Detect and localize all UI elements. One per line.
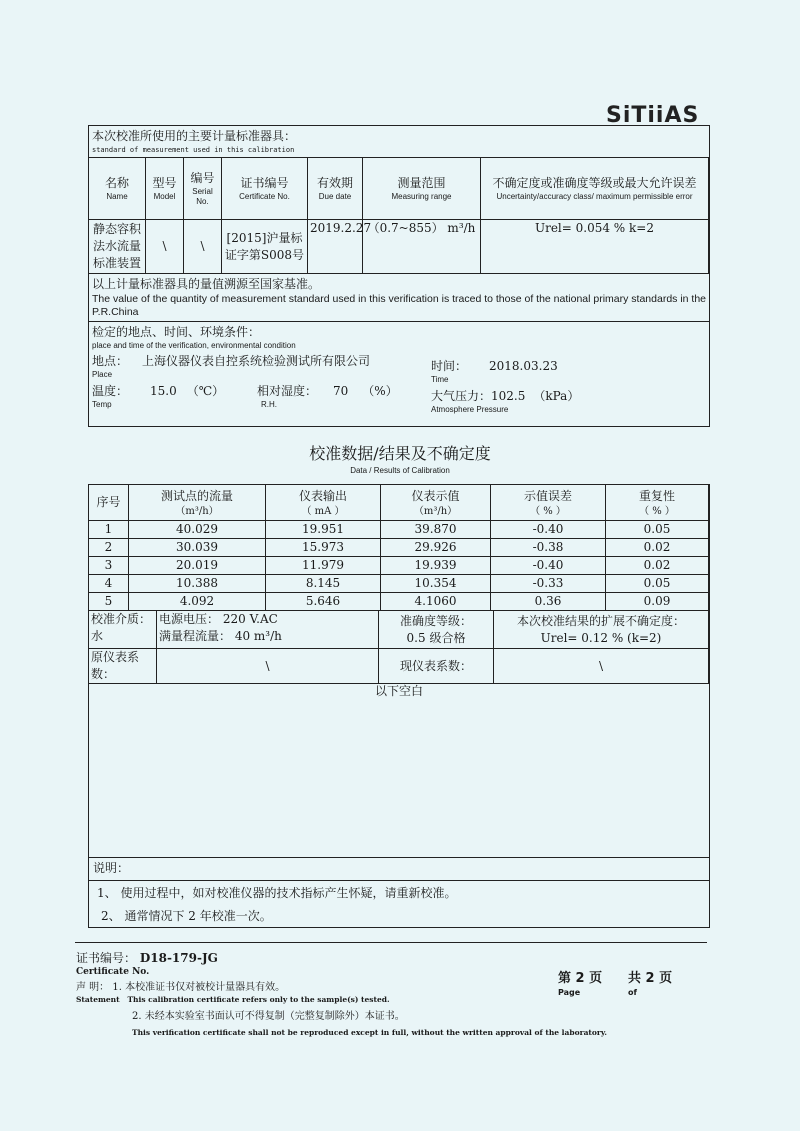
traceability-en: The value of the quantity of measurement standard used in this verification is traced to those of the national primary standards in the P.R.China [92, 293, 707, 318]
conditions-heading: 检定的地点、时间、环境条件： [92, 325, 261, 339]
table-cell: 8.145 [266, 575, 381, 593]
rh-value: 70 [333, 384, 349, 398]
std-col-header [222, 158, 308, 220]
std-col-header [308, 158, 363, 220]
table-cell: 11.979 [266, 557, 381, 575]
table-cell: 15.973 [266, 539, 381, 557]
std-name: 静态容积法水流量标准装置 [89, 220, 146, 274]
results-title-en: Data / Results of Calibration [350, 466, 450, 475]
rh-en: R.H. [261, 400, 277, 409]
table-cell: 4.092 [129, 593, 266, 611]
place-label: 地点： [92, 354, 129, 368]
table-cell: 10.354 [381, 575, 491, 593]
table-cell: 4 [89, 575, 129, 593]
std-col-header [481, 158, 709, 220]
header-cn: 重复性 [638, 488, 675, 503]
cert-en: Certificate No. [76, 967, 150, 977]
traceability [89, 274, 709, 322]
results-section [88, 484, 710, 928]
place-value: 上海仪器仪表自控系统检验测试所有限公司 [142, 354, 371, 368]
note-item: 2、 通常情况下 2 年校准一次。 [101, 909, 272, 923]
notes-heading: 说明： [93, 861, 130, 875]
standards-heading-en: standard of measurement used in this calibration [92, 146, 295, 154]
page-number [558, 970, 602, 998]
header-cn: 测试点的流量 [160, 488, 233, 503]
time-value: 2018.03.23 [489, 359, 558, 373]
conditions [89, 322, 709, 426]
table-cell: 2 [89, 539, 129, 557]
temp-value: 15.0 [150, 384, 177, 398]
table-cell: -0.33 [491, 575, 606, 593]
table-row [89, 557, 709, 575]
table-cell: 19.939 [381, 557, 491, 575]
header-unit: （ % ） [639, 505, 675, 517]
results-table [88, 484, 709, 611]
pressure-en: Atmosphere Pressure [431, 405, 509, 414]
header-cn: 不确定度或准确度等级或最大允许误差 [492, 176, 697, 190]
table-row [89, 521, 709, 539]
expanded-uncertainty-label: 本次校准结果的扩展不确定度： [516, 613, 685, 628]
temp-unit: （℃） [186, 384, 225, 398]
place-en: Place [92, 370, 113, 379]
header-cn: 有效期 [316, 176, 353, 190]
medium-value: 水 [91, 629, 104, 643]
std-model: \ [146, 220, 184, 274]
results-title: 校准数据/结果及不确定度 [309, 444, 491, 463]
table-cell: 29.926 [381, 539, 491, 557]
standards-section [88, 125, 710, 427]
new-coef-value: \ [494, 649, 709, 684]
header-unit: （ mA ） [301, 505, 345, 517]
total-en: of [628, 988, 637, 997]
std-col-header [363, 158, 481, 220]
header-unit: （m³/h） [413, 505, 458, 517]
header-unit: （m³/h） [175, 505, 219, 517]
medium-label: 校准介质： [91, 612, 152, 626]
header-en: Measuring range [391, 192, 452, 201]
std-serial: \ [184, 220, 222, 274]
voltage-label: 电源电压： [159, 612, 220, 626]
header-en: Due date [318, 192, 352, 201]
header-cn: 型号 [152, 176, 177, 190]
statement-1: 1. 本校准证书仅对被校计量器具有效。 [112, 982, 286, 993]
table-cell: -0.38 [491, 539, 606, 557]
page-label: 第 2 页 [558, 971, 603, 986]
table-cell: 0.36 [491, 593, 606, 611]
table-cell: 4.1060 [381, 593, 491, 611]
header-en: Name [106, 192, 128, 201]
blank-note: 以下空白 [374, 684, 423, 698]
cert-label: 证书编号： [76, 951, 137, 965]
temp-label: 温度： [92, 384, 129, 398]
header-en: Certificate No. [239, 192, 290, 201]
header-cn: 示值误差 [523, 488, 572, 503]
header-cn: 序号 [96, 495, 121, 509]
pressure-unit: （kPa） [533, 389, 580, 403]
table-cell: 0.09 [606, 593, 709, 611]
page-en: Page [558, 988, 581, 997]
header-cn: 仪表输出 [298, 488, 347, 503]
statement-en: Statement [76, 995, 120, 1004]
table-cell: 30.039 [129, 539, 266, 557]
header-cn: 编号 [190, 171, 215, 185]
header-cn: 证书编号 [240, 176, 289, 190]
result-col-header [381, 485, 491, 521]
table-row [89, 575, 709, 593]
footer-divider [75, 942, 707, 943]
time-label: 时间： [431, 359, 468, 373]
result-col-header [491, 485, 606, 521]
header-cn: 名称 [104, 176, 129, 190]
traceability-cn: 以上计量标准器具的量值溯源至国家基准。 [92, 277, 321, 291]
header-en: Model [153, 192, 176, 201]
table-row [89, 539, 709, 557]
accuracy-label: 准确度等级： [399, 613, 472, 628]
table-cell: 40.029 [129, 521, 266, 539]
table-cell: 0.02 [606, 539, 709, 557]
pressure-value: 102.5 [491, 389, 526, 403]
std-col-header [184, 158, 222, 220]
std-due: 2019.2.27 [308, 220, 363, 274]
table-cell: 19.951 [266, 521, 381, 539]
fullscale-label: 满量程流量： [159, 629, 232, 643]
header-cn: 仪表示值 [411, 488, 460, 503]
conditions-heading-en: place and time of the verification, environmental condition [92, 341, 296, 350]
result-col-header [89, 485, 129, 521]
table-cell: 0.05 [606, 575, 709, 593]
header-en: Uncertainty/accuracy class/ maximum permissible error [496, 192, 693, 201]
accuracy-value: 0.5 级合格 [406, 630, 466, 645]
std-cert: [2015]沪量标证字第S008号 [222, 220, 308, 274]
std-col-header [89, 158, 146, 220]
page-total [628, 970, 672, 998]
standards-table [88, 157, 709, 274]
table-cell: 5.646 [266, 593, 381, 611]
sitiias-logo: SiTiiAS [606, 103, 700, 128]
voltage-value: 220 V.AC [222, 612, 278, 626]
std-range: （0.7~855） m³/h [363, 220, 481, 274]
table-row [89, 593, 709, 611]
table-cell: 3 [89, 557, 129, 575]
table-cell: 10.388 [129, 575, 266, 593]
table-cell: -0.40 [491, 557, 606, 575]
time-en: Time [431, 375, 449, 384]
rh-unit: （%） [362, 384, 398, 398]
results-extra-table [88, 610, 709, 684]
notes [89, 857, 709, 931]
cert-no: D18-179-JG [139, 951, 218, 965]
header-cn: 测量范围 [397, 176, 446, 190]
table-cell: 39.870 [381, 521, 491, 539]
table-cell: 0.02 [606, 557, 709, 575]
result-col-header [129, 485, 266, 521]
result-col-header [606, 485, 709, 521]
statement-label: 声 明： [76, 982, 110, 993]
pressure-label: 大气压力： [431, 389, 492, 403]
header-en: Serial No. [192, 187, 213, 206]
header-unit: （ % ） [530, 505, 566, 517]
table-cell: 20.019 [129, 557, 266, 575]
rh-label: 相对湿度： [257, 384, 318, 398]
expanded-uncertainty-value: Urel= 0.12 % (k=2) [540, 630, 662, 645]
total-label: 共 2 页 [628, 971, 673, 986]
statement-2: 2. 未经本实验室书面认可不得复制（完整复制除外）本证书。 [132, 1011, 405, 1022]
statement-2-en: This verification certificate shall not be reproduced except in full, without the written approval of the laboratory. [132, 1028, 607, 1037]
footer [76, 950, 607, 1038]
table-cell: 5 [89, 593, 129, 611]
new-coef-label: 现仪表系数： [379, 649, 494, 684]
result-col-header [266, 485, 381, 521]
table-cell: 1 [89, 521, 129, 539]
orig-coef-label: 原仪表系数： [89, 649, 157, 684]
standards-heading: 本次校准所使用的主要计量标准器具： [92, 129, 297, 143]
table-cell: -0.40 [491, 521, 606, 539]
note-item: 1、 使用过程中，如对校准仪器的技术指标产生怀疑，请重新校准。 [89, 880, 709, 904]
table-cell: 0.05 [606, 521, 709, 539]
std-col-header [146, 158, 184, 220]
fullscale-value: 40 m³/h [234, 629, 282, 643]
orig-coef-value: \ [157, 649, 379, 684]
statement-1-en: This calibration certificate refers only to the sample(s) tested. [127, 995, 390, 1004]
std-uncertainty: Urel= 0.054 % k=2 [481, 220, 709, 274]
temp-en: Temp [92, 400, 112, 409]
